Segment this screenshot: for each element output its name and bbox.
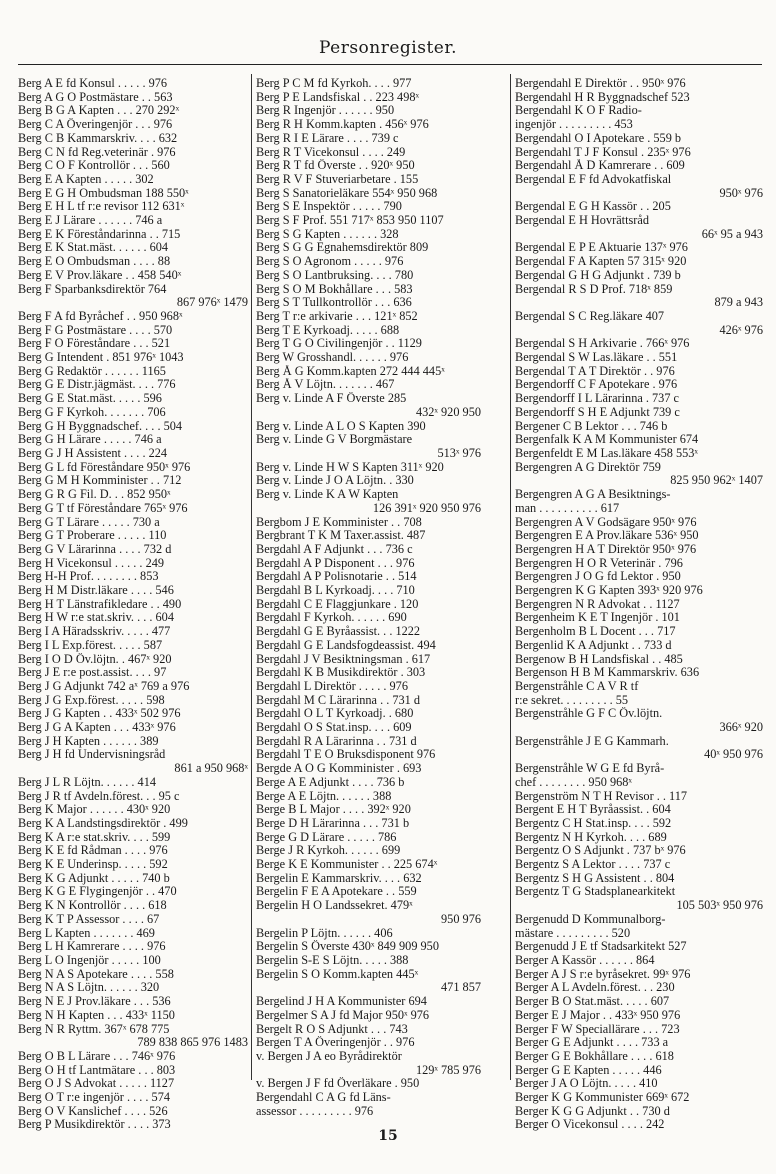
register-entry: Bergenstråhle W G E fd Byrå- <box>515 762 665 776</box>
register-entry: Berg I A Häradsskriv. . . . . 477 <box>18 625 171 639</box>
register-entry: Bergelin E Kammarskriv. . . . 632 <box>256 871 422 885</box>
register-entry: Bergengren H O R Veterinär . 796 <box>515 556 683 570</box>
register-entry: Bergdahl L Direktör . . . . . 976 <box>256 679 408 693</box>
register-entry: Bergendal E F fd Advokatfiskal <box>515 172 672 186</box>
register-entry: Bergbrant T K M Taxer.assist. 487 <box>256 529 426 543</box>
register-entry: Berg G T tf Föreståndare 765ˣ 976 <box>18 501 188 515</box>
register-entry-continuation: 126 391ˣ 920 950 976 <box>372 501 481 515</box>
register-entry: Berg K T P Assessor . . . . 67 <box>18 912 160 926</box>
register-entry: Berg J G Kapten . . 433ˣ 502 976 <box>18 707 181 721</box>
register-entry: Bergenfalk K A M Kommunister 674 <box>515 433 699 447</box>
header-rule <box>18 64 762 65</box>
register-entry: Bergendahl T J F Konsul . 235ˣ 976 <box>515 145 691 159</box>
register-entry: Bergentz S H G Assistent . . 804 <box>515 871 675 885</box>
register-entry: Berg G M H Komminister . . 712 <box>18 474 182 488</box>
register-entry: Berg G E Distr.jägmäst. . . . 776 <box>18 378 176 392</box>
register-entry: Berg H M Distr.läkare . . . . 546 <box>18 584 174 598</box>
register-entry: Berg N A S Löjtn. . . . . . 320 <box>18 981 160 995</box>
register-entry: Berg R V F Stuveriarbetare . 155 <box>256 172 419 186</box>
register-entry: Berg I L Exp.förest. . . . . 587 <box>18 638 163 652</box>
register-entry: v. Bergen J A eo Byrådirektör <box>256 1049 402 1063</box>
register-entry: Berg F A fd Byråchef . . 950 968ˣ <box>18 309 183 323</box>
register-entry: Bergdahl A P Disponent . . . 976 <box>256 556 415 570</box>
register-entry: Bergdahl M C Lärarinna . . 731 d <box>256 693 421 707</box>
register-entry: Berg S O M Bokhållare . . . 583 <box>256 282 413 296</box>
register-entry: Berg v. Linde H W S Kapten 311ˣ 920 <box>256 460 444 474</box>
register-entry: Bergde A O G Komminister . 693 <box>256 762 422 776</box>
register-entry: Bergendal F A Kapten 57 315ˣ 920 <box>515 255 687 269</box>
register-entry: Berg B G A Kapten . . . 270 292ˣ <box>18 104 180 118</box>
register-entry: Bergdahl K B Musikdirektör . 303 <box>256 666 426 680</box>
register-entry: Bergelind J H A Kommunister 694 <box>256 995 427 1009</box>
register-entry: Berg N A S Apotekare . . . . 558 <box>18 967 174 981</box>
register-entry-continuation: 471 857 <box>441 981 481 995</box>
register-entry-continuation: 366ˣ 920 <box>719 721 763 735</box>
register-entry: Bergendal S H Arkivarie . 766ˣ 976 <box>515 337 690 351</box>
register-entry: Berg R Ingenjör . . . . . . 950 <box>256 104 395 118</box>
register-entry: Berg K A Landstingsdirektör . 499 <box>18 816 188 830</box>
register-entry: Berg R I E Lärare . . . . 739 c <box>256 131 399 145</box>
register-entry: Berg v. Linde A F Överste 285 <box>256 392 407 406</box>
register-entry: Berg K N Kontrollör . . . . 618 <box>18 899 167 913</box>
register-entry: r:e sekret. . . . . . . . . 55 <box>515 693 629 707</box>
register-entry: Berg G V Lärarinna . . . . 732 d <box>18 542 172 556</box>
register-entry: Bergengren H A T Direktör 950ˣ 976 <box>515 542 697 556</box>
register-entry: Bergenholm B L Docent . . . 717 <box>515 625 676 639</box>
register-entry: Berger F W Speciallärare . . . 723 <box>515 1022 680 1036</box>
register-entry: Bergengren E A Prov.läkare 536ˣ 950 <box>515 529 699 543</box>
register-entry-continuation: 861 a 950 968ˣ <box>174 762 248 776</box>
register-entry: Bergenow B H Landsfiskal . . 485 <box>515 652 683 666</box>
register-entry: Berg C A Överingenjör . . . 976 <box>18 118 173 132</box>
register-entry: Berg v. Linde A L O S Kapten 390 <box>256 419 426 433</box>
register-entry: Bergenson H B M Kammarskriv. 636 <box>515 666 700 680</box>
register-column-2 <box>256 77 481 1118</box>
register-entry: Berg N R Ryttm. 367ˣ 678 775 <box>18 1022 170 1036</box>
register-entry: Berger G E Bokhållare . . . . 618 <box>515 1049 674 1063</box>
register-entry-continuation: 426ˣ 976 <box>719 323 763 337</box>
register-entry: Berger G E Kapten . . . . . 446 <box>515 1063 662 1077</box>
register-entry: Berg E A Kapten . . . . . 302 <box>18 172 154 186</box>
register-entry: Bergengren N R Advokat . . 1127 <box>515 597 680 611</box>
register-entry: Berg J L R Löjtn. . . . . . 414 <box>18 775 156 789</box>
register-column-1 <box>18 77 248 1132</box>
register-entry: Berger G E Adjunkt . . . . 733 a <box>515 1036 669 1050</box>
register-entry: Bergendahl E Direktör . . 950ˣ 976 <box>515 77 686 90</box>
register-entry: Bergdahl O L T Kyrkoadj. . 680 <box>256 707 414 721</box>
register-entry: Bergdahl A F Adjunkt . . . 736 c <box>256 542 413 556</box>
register-entry: Bergentz T G Stadsplanearkitekt <box>515 885 676 899</box>
register-entry: Berg O H tf Lantmätare . . . 803 <box>18 1063 176 1077</box>
register-entry: Bergelmer S A J fd Major 950ˣ 976 <box>256 1008 430 1022</box>
register-entry: Berg K G E Flygingenjör . . 470 <box>18 885 177 899</box>
register-entry: Bergendal E H Hovrättsråd <box>515 214 649 228</box>
register-entry: Berg G J H Assistent . . . . 224 <box>18 446 168 460</box>
register-entry: Berg v. Linde G V Borgmästare <box>256 433 413 447</box>
register-entry: Berg E V Prov.läkare . . 458 540ˣ <box>18 268 182 282</box>
register-entry: Berg J E r:e post.assist. . . . 97 <box>18 666 167 680</box>
register-entry-continuation: 105 503ˣ 950 976 <box>676 899 763 913</box>
register-entry: Bergendahl C A G fd Läns- <box>256 1091 391 1105</box>
register-entry: Bergdahl C E Flaggjunkare . 120 <box>256 597 419 611</box>
register-entry: Bergelin S O Komm.kapten 445ˣ <box>256 967 419 981</box>
register-entry: Berg S F Prof. 551 717ˣ 853 950 1107 <box>256 214 444 228</box>
register-entry-continuation: 825 950 962ˣ 1407 <box>670 474 763 488</box>
register-entry: Bergentz C H Stat.insp. . . . 592 <box>515 816 672 830</box>
register-entry: Bergendal S C Reg.läkare 407 <box>515 309 665 323</box>
register-entry: ingenjör . . . . . . . . . 453 <box>515 118 633 132</box>
register-entry: mästare . . . . . . . . . 520 <box>515 926 631 940</box>
register-entry: Berg S G Kapten . . . . . . 328 <box>256 227 399 241</box>
register-entry: Bergelin F E A Apotekare . . 559 <box>256 885 417 899</box>
register-entry: Bergendal E P E Aktuarie 137ˣ 976 <box>515 241 688 255</box>
register-entry: Bergendahl Å D Kamrerare . . 609 <box>515 159 685 173</box>
register-entry: Berg I O D Öv.löjtn. . 467ˣ 920 <box>18 652 172 666</box>
register-entry: Berg K A r:e stat.skriv. . . . 599 <box>18 830 171 844</box>
register-entry: v. Bergen J F fd Överläkare . 950 <box>256 1077 420 1091</box>
register-entry: Berg T r:e arkivarie . . . 121ˣ 852 <box>256 309 418 323</box>
register-entry: chef . . . . . . . . 950 968ˣ <box>515 775 632 789</box>
register-entry-continuation: 950 976 <box>441 912 481 926</box>
register-entry: Berg T E Kyrkoadj. . . . . 688 <box>256 323 400 337</box>
register-entry: Bergelt R O S Adjunkt . . . 743 <box>256 1022 408 1036</box>
register-entry: Bergdahl T E O Bruksdisponent 976 <box>256 748 436 762</box>
register-entry: Berg S T Tullkontrollör . . . 636 <box>256 296 412 310</box>
register-entry: Berg E H L tf r:e revisor 112 631ˣ <box>18 200 185 214</box>
register-entry: Bergenfeldt E M Las.läkare 458 553ˣ <box>515 446 698 460</box>
register-entry: Bergenudd J E tf Stadsarkitekt 527 <box>515 940 687 954</box>
register-entry: Bergengren K G Kapten 393ˣ 920 976 <box>515 584 703 598</box>
register-entry: Bergentz O S Adjunkt . 737 bˣ 976 <box>515 844 686 858</box>
register-entry: Berg R T fd Överste . . 920ˣ 950 <box>256 159 415 173</box>
register-entry: Bergenudd D Kommunalborg- <box>515 912 666 926</box>
register-entry: Bergendorff S H E Adjunkt 739 c <box>515 405 680 419</box>
register-entry: Berg H Vicekonsul . . . . . 249 <box>18 556 165 570</box>
register-entry: Bergdahl O S Stat.insp. . . . 609 <box>256 721 412 735</box>
register-entry-continuation: 40ˣ 950 976 <box>704 748 763 762</box>
register-entry: Berg G E Stat.mäst. . . . . 596 <box>18 392 162 406</box>
register-entry: Berg H T Länstrafikledare . . 490 <box>18 597 182 611</box>
register-entry: Bergelin S Överste 430ˣ 849 909 950 <box>256 940 439 954</box>
register-entry: Berg J H fd Undervisningsråd <box>18 748 166 762</box>
register-column-3 <box>515 77 763 1132</box>
register-entry-continuation: 66ˣ 95 a 943 <box>701 227 763 241</box>
register-entry: Berg L Kapten . . . . . . . 469 <box>18 926 155 940</box>
register-entry: Bergdahl F Kyrkoh. . . . . . 690 <box>256 611 407 625</box>
register-entry: Berger K G Kommunister 669ˣ 672 <box>515 1091 690 1105</box>
register-entry: Bergengren A G A Besiktnings- <box>515 488 671 502</box>
register-entry: Berg L H Kamrerare . . . . 976 <box>18 940 166 954</box>
register-entry: Berg G T Proberare . . . . . 110 <box>18 529 167 543</box>
register-entry-continuation: 129ˣ 785 976 <box>415 1063 481 1077</box>
register-entry: Bergengren A G Direktör 759 <box>515 460 661 474</box>
register-entry: Berg S O Lantbruksing. . . . 780 <box>256 268 414 282</box>
register-entry: Bergen T A Överingenjör . . 976 <box>256 1036 415 1050</box>
register-entry: Berg S Sanatorieläkare 554ˣ 950 968 <box>256 186 438 200</box>
register-entry: Berg K E Underinsp. . . . . 592 <box>18 858 168 872</box>
register-entry: Berg C B Kammarskriv. . . . 632 <box>18 131 178 145</box>
register-entry-continuation: 513ˣ 976 <box>437 446 481 460</box>
register-entry: Bergengren J O G fd Lektor . 950 <box>515 570 681 584</box>
register-entry: Bergelin H O Landssekret. 479ˣ <box>256 899 413 913</box>
register-entry: Bergener C B Lektor . . . 746 b <box>515 419 668 433</box>
register-entry: Bergenheim K E T Ingenjör . 101 <box>515 611 680 625</box>
register-entry: Bergelin P Löjtn. . . . . . 406 <box>256 926 393 940</box>
register-entry: Berg P C M fd Kyrkoh. . . . 977 <box>256 77 412 90</box>
register-entry: Berger A Kassör . . . . . . 864 <box>515 954 655 967</box>
register-entry: Berg G T Lärare . . . . . 730 a <box>18 515 160 529</box>
register-entry-continuation: 879 a 943 <box>714 296 763 310</box>
register-entry: Berg O J S Advokat . . . . . 1127 <box>18 1077 175 1091</box>
register-entry: Berg S O Agronom . . . . . 976 <box>256 255 404 269</box>
register-entry: Berg H W r:e stat.skriv. . . . 604 <box>18 611 174 625</box>
register-entry-continuation: 789 838 865 976 1483 <box>137 1036 248 1050</box>
column-divider <box>251 74 252 1080</box>
register-entry: Berg K G Adjunkt . . . . . 740 b <box>18 871 170 885</box>
register-entry: Bergendal G H G Adjunkt . 739 b <box>515 268 681 282</box>
register-entry-continuation: 432ˣ 920 950 <box>415 405 481 419</box>
register-entry: Berger E J Major . . 433ˣ 950 976 <box>515 1008 681 1022</box>
register-entry: Berger K G G Adjunkt . . 730 d <box>515 1104 670 1118</box>
register-entry: Bergdahl G E Byråassist. . . 1222 <box>256 625 421 639</box>
register-entry: Berg S E Inspektör . . . . . 790 <box>256 200 402 214</box>
column-divider <box>510 74 511 1080</box>
register-entry: Berg Å G Komm.kapten 272 444 445ˣ <box>256 364 445 378</box>
register-entry: Berg v. Linde K A W Kapten <box>256 488 399 502</box>
register-entry: Berg R H Komm.kapten . 456ˣ 976 <box>256 118 429 132</box>
register-entry: Bergelin S-E S Löjtn. . . . . 388 <box>256 954 409 967</box>
register-entry: Bergendal S W Las.läkare . . 551 <box>515 351 678 365</box>
register-entry: Bergenström N T H Revisor . . 117 <box>515 789 688 803</box>
register-entry: Berg N E J Prov.läkare . . . 536 <box>18 995 171 1009</box>
register-entry: Berg C N fd Reg.veterinär . 976 <box>18 145 176 159</box>
register-entry: Bergendorff C F Apotekare . 976 <box>515 378 678 392</box>
register-entry: Berg W Grosshandl. . . . . . 976 <box>256 351 409 365</box>
register-entry: Bergengren A V Godsägare 950ˣ 976 <box>515 515 697 529</box>
register-entry: Berg C O F Kontrollör . . . 560 <box>18 159 170 173</box>
register-entry: Bergent E H T Byråassist. . 604 <box>515 803 671 817</box>
register-entry: Berg F O Föreståndare . . . 521 <box>18 337 171 351</box>
register-entry: Bergendahl O I Apotekare . 559 b <box>515 131 682 145</box>
register-entry: assessor . . . . . . . . . 976 <box>256 1104 374 1118</box>
register-entry: man . . . . . . . . . . 617 <box>515 501 620 515</box>
register-entry: Berg E K Föreståndarinna . . 715 <box>18 227 181 241</box>
register-entry: Berg H-H Prof. . . . . . . . 853 <box>18 570 159 584</box>
register-entry: Berg Å V Löjtn. . . . . . . 467 <box>256 378 395 392</box>
register-entry: Berge J R Kyrkoh. . . . . . 699 <box>256 844 401 858</box>
register-entry: Berg K Major . . . . . . 430ˣ 920 <box>18 803 171 817</box>
register-entry: Bergdahl J V Besiktningsman . 617 <box>256 652 431 666</box>
register-entry: Bergentz N H Kyrkoh. . . . 689 <box>515 830 667 844</box>
register-entry: Berg R T Vicekonsul . . . . 249 <box>256 145 406 159</box>
register-entry: Berg O T r:e ingenjör . . . . 574 <box>18 1091 170 1105</box>
register-entry: Bergendal R S D Prof. 718ˣ 859 <box>515 282 673 296</box>
register-entry: Berger B O Stat.mäst. . . . . 607 <box>515 995 670 1009</box>
register-entry: Bergbom J E Komminister . . 708 <box>256 515 422 529</box>
register-entry: Bergdahl A P Polisnotarie . . 514 <box>256 570 417 584</box>
register-entry: Bergenstråhle G F C Öv.löjtn. <box>515 707 663 721</box>
page-number: 15 <box>378 1128 398 1144</box>
register-entry: Berg G Redaktör . . . . . . 1165 <box>18 364 166 378</box>
register-entry-continuation: 867 976ˣ 1479 <box>176 296 248 310</box>
register-entry: Berg v. Linde J O A Löjtn. . 330 <box>256 474 414 488</box>
register-entry: Bergentz S A Lektor . . . . 737 c <box>515 858 671 872</box>
register-entry: Berge B L Major . . . . 392ˣ 920 <box>256 803 411 817</box>
register-entry: Berg L O Ingenjör . . . . . 100 <box>18 954 161 967</box>
register-entry: Bergdahl R A Lärarinna . . 731 d <box>256 734 417 748</box>
register-entry: Berger J A O Löjtn. . . . . 410 <box>515 1077 658 1091</box>
register-entry: Bergenstråhle C A V R tf <box>515 679 639 693</box>
register-entry: Berg E K Stat.mäst. . . . . . 604 <box>18 241 169 255</box>
register-entry: Berge A E Adjunkt . . . . 736 b <box>256 775 405 789</box>
register-entry: Berg P Musikdirektör . . . . 373 <box>18 1118 171 1132</box>
register-entry: Berge K E Kommunister . . 225 674ˣ <box>256 858 438 872</box>
register-entry: Bergendal E G H Kassör . . 205 <box>515 200 671 214</box>
register-entry: Berg S G G Egnahemsdirektör 809 <box>256 241 429 255</box>
register-entry: Berg G L fd Föreståndare 950ˣ 976 <box>18 460 191 474</box>
register-entry: Bergendorff I L Lärarinna . 737 c <box>515 392 680 406</box>
register-entry: Berg N H Kapten . . . 433ˣ 1150 <box>18 1008 175 1022</box>
register-entry: Bergenstråhle J E G Kammarh. <box>515 734 669 748</box>
register-entry: Berg J R tf Avdeln.förest. . . 95 c <box>18 789 180 803</box>
register-entry: Berg J G Adjunkt 742 aˣ 769 a 976 <box>18 679 190 693</box>
register-entry: Berger A L Avdeln.förest. . . 230 <box>515 981 675 995</box>
register-entry: Bergendahl K O F Radio- <box>515 104 642 118</box>
register-entry: Berge D H Lärarinna . . . 731 b <box>256 816 410 830</box>
register-entry: Berg O B L Lärare . . . 746ˣ 976 <box>18 1049 176 1063</box>
register-entry: Berg T G O Civilingenjör . . 1129 <box>256 337 422 351</box>
register-entry: Berg G F Kyrkoh. . . . . . . 706 <box>18 405 166 419</box>
register-entry: Berg F G Postmästare . . . . 570 <box>18 323 173 337</box>
register-entry: Berg O V Kanslichef . . . . 526 <box>18 1104 168 1118</box>
register-entry: Berge G D Lärare . . . . . 786 <box>256 830 397 844</box>
register-entry: Berg J G A Kapten . . . 433ˣ 976 <box>18 721 176 735</box>
register-entry: Berg P E Landsfiskal . . 223 498ˣ <box>256 90 420 104</box>
register-entry: Berg E J Lärare . . . . . . 746 a <box>18 214 163 228</box>
register-entry: Berg G H Lärare . . . . . 746 a <box>18 433 162 447</box>
register-entry: Berg J H Kapten . . . . . . 389 <box>18 734 159 748</box>
register-entry: Bergdahl B L Kyrkoadj. . . . 710 <box>256 584 415 598</box>
register-entry: Berg F Sparbanksdirektör 764 <box>18 282 167 296</box>
register-entry: Bergendal T A T Direktör . . 976 <box>515 364 675 378</box>
register-entry: Bergendahl H R Byggnadschef 523 <box>515 90 690 104</box>
register-entry: Berg K E fd Rådman . . . . 976 <box>18 844 168 858</box>
register-entry: Berg G R G Fil. D. . . 852 950ˣ <box>18 488 171 502</box>
register-entry: Berger A J S r:e byråsekret. 99ˣ 976 <box>515 967 691 981</box>
register-entry: Berg A G O Postmästare . . 563 <box>18 90 173 104</box>
register-entry: Bergenlid K A Adjunkt . . 733 d <box>515 638 672 652</box>
register-entry: Berg G Intendent . 851 976ˣ 1043 <box>18 351 184 365</box>
register-entry: Berg A E fd Konsul . . . . . 976 <box>18 77 168 90</box>
register-entry-continuation: 950ˣ 976 <box>719 186 763 200</box>
register-entry: Berg E G H Ombudsman 188 550ˣ <box>18 186 189 200</box>
register-entry: Berge A E Löjtn. . . . . . 388 <box>256 789 392 803</box>
page-title: Personregister. <box>318 38 458 58</box>
register-entry: Bergdahl G E Landsfogdeassist. 494 <box>256 638 436 652</box>
register-entry: Berg G H Byggnadschef. . . . 504 <box>18 419 183 433</box>
register-entry: Berg J G Exp.förest. . . . . 598 <box>18 693 165 707</box>
register-entry: Berger O Vicekonsul . . . . 242 <box>515 1118 665 1132</box>
register-entry: Berg E O Ombudsman . . . . 88 <box>18 255 171 269</box>
